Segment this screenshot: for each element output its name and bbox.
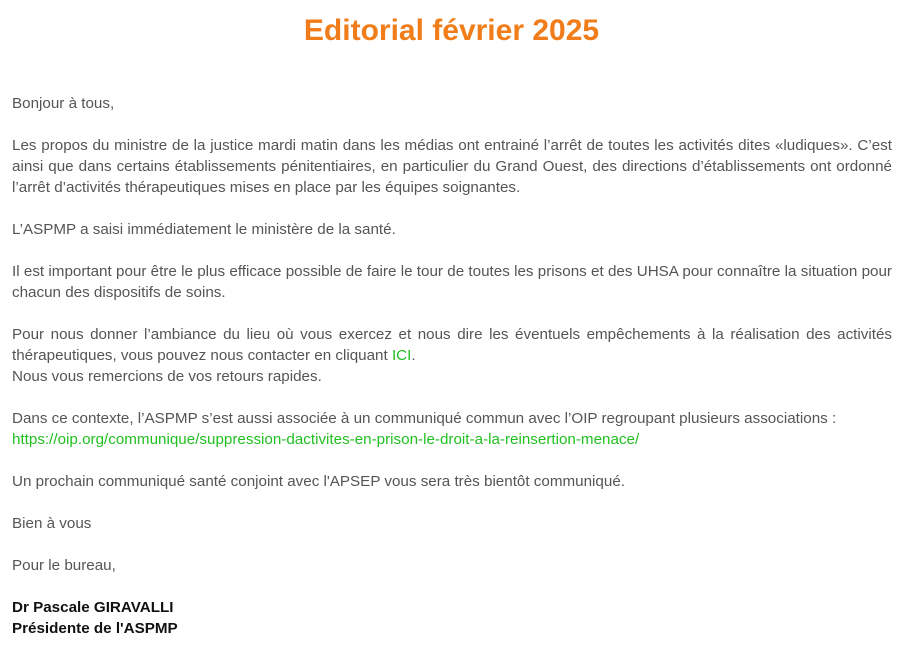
paragraph-ministry-statement: Les propos du ministre de la justice mardi matin dans les médias ont entrainé l’arrêt de toutes les activités dites «ludiques». C’est ainsi que dans certains établissements pénitentiaires, en particulier du Grand Ouest, des directions d’établissements ont ordonné l’arrêt d’activités thérapeutiques mises en place par les équipes soignantes. bbox=[12, 137, 892, 196]
paragraph-thanks: Nous vous remercions de vos retours rapides. bbox=[12, 368, 322, 385]
closing: Bien à vous bbox=[12, 515, 92, 532]
greeting: Bonjour à tous, bbox=[12, 95, 115, 112]
paragraph-joint-statement bbox=[12, 408, 892, 450]
paragraph-contact bbox=[12, 324, 892, 366]
signature-role: Présidente de l'ASPMP bbox=[12, 620, 178, 637]
contact-text: Pour nous donner l’ambiance du lieu où vous exercez et nous dire les éventuels empêchements à la réalisation des activités thérapeutiques, vous pouvez nous contacter en cliquant bbox=[12, 326, 892, 364]
contact-text-end: . bbox=[411, 347, 416, 364]
sign-off: Pour le bureau, bbox=[12, 557, 116, 574]
paragraph-upcoming: Un prochain communiqué santé conjoint avec l'APSEP vous sera très bientôt communiqué. bbox=[12, 473, 625, 490]
joint-statement-text: Dans ce contexte, l’ASPMP s’est aussi associée à un communiqué commun avec l’OIP regroupant plusieurs associations : bbox=[12, 410, 837, 427]
editorial-body bbox=[12, 93, 892, 639]
signature-name: Dr Pascale GIRAVALLI bbox=[12, 599, 174, 616]
contact-link[interactable]: ICI bbox=[391, 347, 412, 364]
page-title: Editorial février 2025 bbox=[303, 14, 600, 47]
paragraph-survey: Il est important pour être le plus efficace possible de faire le tour de toutes les prisons et des UHSA pour connaître la situation pour chacun des dispositifs de soins. bbox=[12, 263, 892, 301]
paragraph-aspmp-referral: L’ASPMP a saisi immédiatement le ministère de la santé. bbox=[12, 221, 396, 238]
oip-link[interactable]: https://oip.org/communique/suppression-dactivites-en-prison-le-droit-a-la-reinsertion-menace/ bbox=[12, 431, 640, 448]
